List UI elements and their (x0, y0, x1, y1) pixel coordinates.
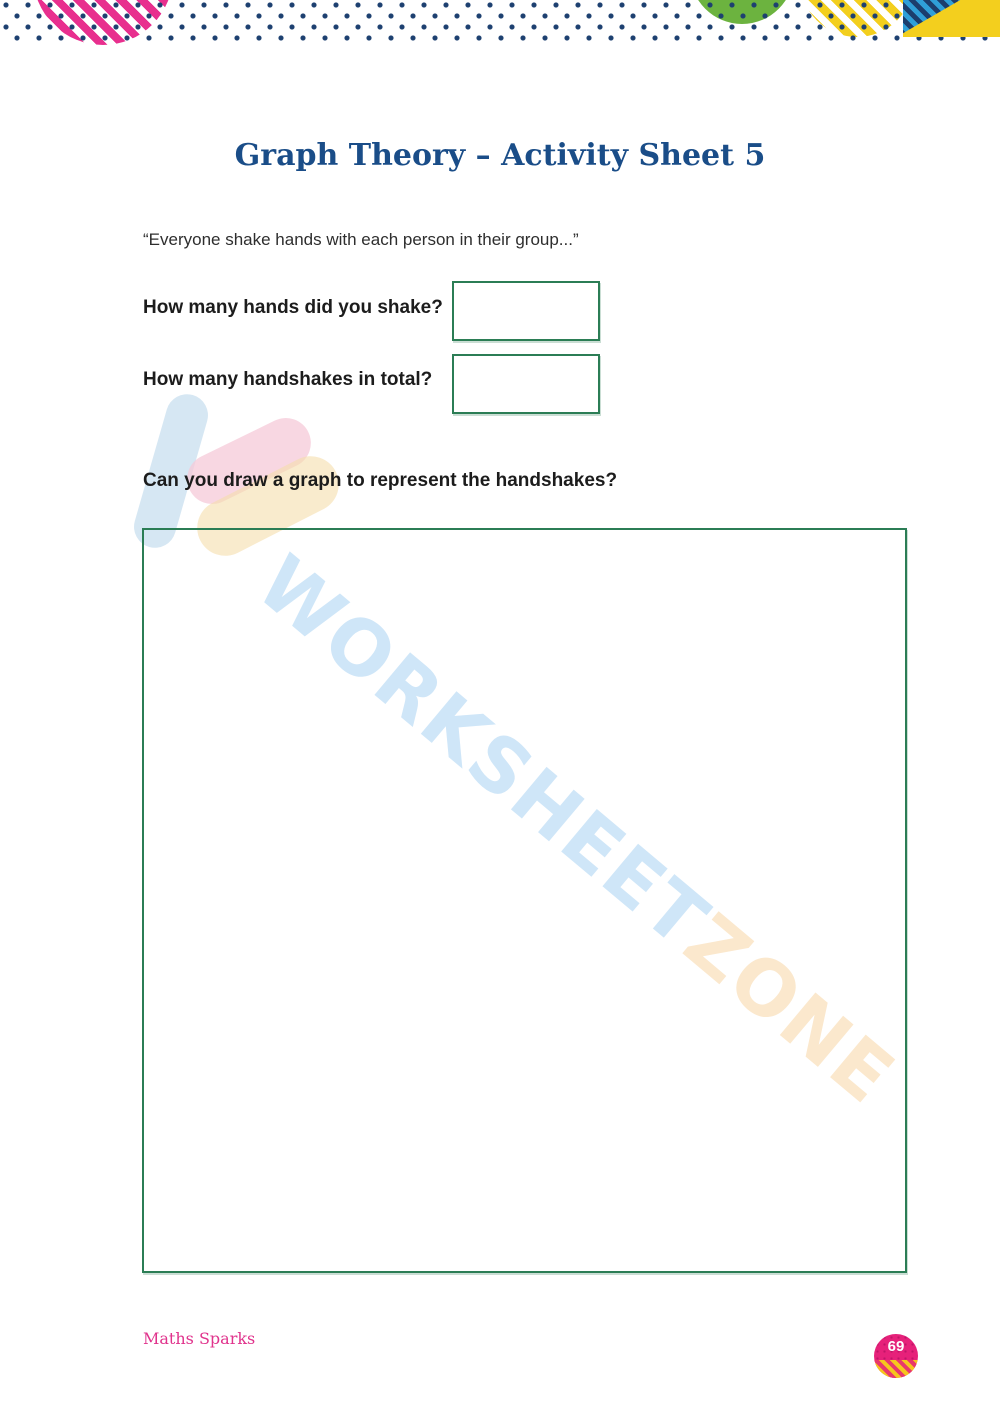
question-total-label: How many handshakes in total? (143, 369, 433, 390)
answer-box-hands[interactable] (452, 281, 600, 341)
badge-stripes-decoration (874, 1360, 918, 1378)
dot-pattern-decoration (0, 0, 1000, 46)
page-number-badge (874, 1334, 918, 1378)
question-hands-label: How many hands did you shake? (143, 297, 443, 318)
top-decoration-band (0, 0, 1000, 46)
watermark-text-blue: WORKSHEET (240, 538, 726, 965)
page-title: Graph Theory – Activity Sheet 5 (234, 138, 766, 173)
corner-triangle-decoration (903, 0, 1000, 37)
page-number: 69 (887, 1338, 905, 1355)
drawing-box[interactable] (142, 528, 907, 1273)
answer-box-total[interactable] (452, 354, 600, 414)
question-draw-label: Can you draw a graph to represent the handshakes? (143, 470, 618, 491)
footer-brand: Maths Sparks (143, 1329, 256, 1348)
watermark-text-orange: ZONE (668, 896, 912, 1122)
quote-text: “Everyone shake hands with each person in their group...” (143, 230, 579, 249)
